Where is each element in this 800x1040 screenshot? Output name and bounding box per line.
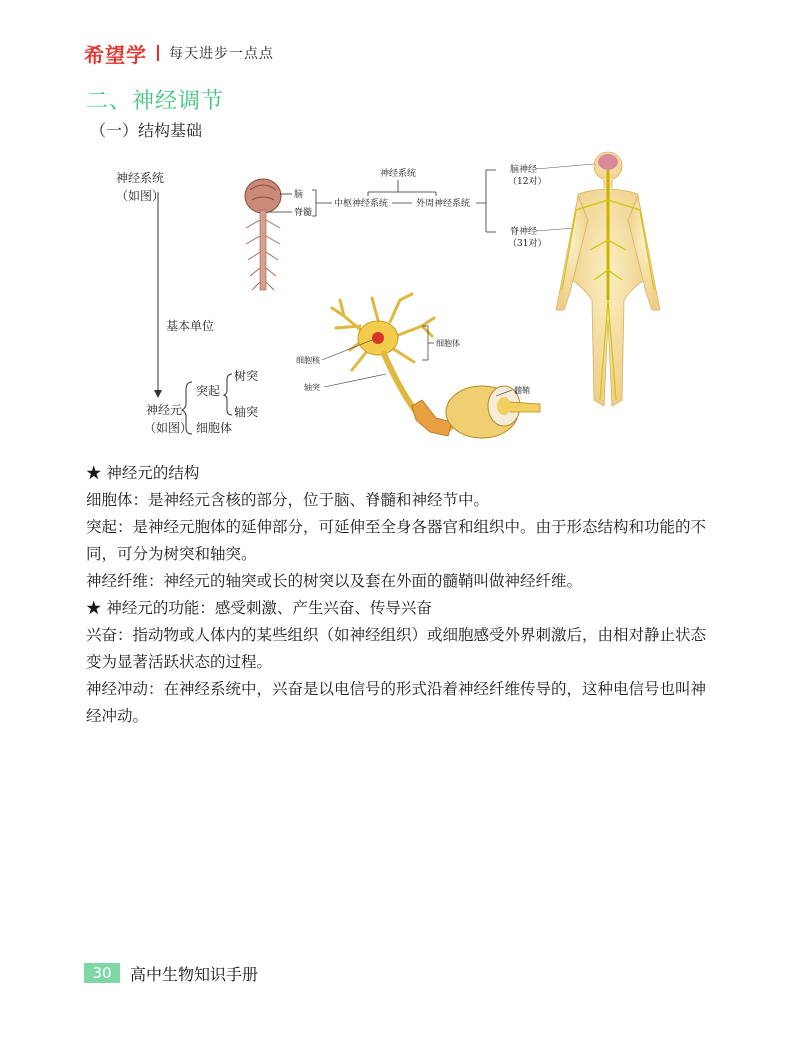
brand-logo: 希望学	[84, 42, 147, 67]
nervous-system-note: （如图）	[115, 189, 165, 203]
soma-label: 细胞体	[436, 339, 460, 348]
cranial-pointer	[536, 164, 594, 169]
basic-unit-label: 基本单位	[166, 319, 215, 333]
page-header	[84, 40, 274, 66]
spinal-count: （31对）	[508, 239, 547, 249]
excitation-definition: 兴奋：指动物或人体内的某些组织（如神经组织）或细胞感受外界刺激后，由相对静止状态变为显著活跃状态的过程。	[86, 626, 707, 671]
spinal-nerve-label: 脊神经	[510, 227, 538, 237]
axon-pointer	[324, 374, 386, 387]
header-divider	[157, 45, 159, 61]
page-footer	[84, 962, 258, 984]
nerve-fiber-definition: 神经纤维：神经元的轴突或长的树突以及套在外面的髓鞘叫做神经纤维。	[86, 572, 583, 590]
nervous-system-label: 神经系统	[115, 171, 165, 185]
cranial-count: （12对）	[508, 177, 547, 187]
neuron-illustration	[332, 294, 540, 438]
brain-label: 脑	[294, 190, 304, 200]
spinal-cord-label: 脊髓	[294, 208, 313, 218]
function-heading: ★ 神经元的功能：感受刺激、产生兴奋、传导兴奋	[86, 599, 432, 617]
soma-bracket	[422, 326, 434, 360]
brain-cord-brace	[312, 190, 332, 216]
pns-label: 外周神经系统	[416, 199, 471, 209]
content-body	[86, 460, 716, 730]
nervous-system-figure	[100, 150, 680, 450]
sheath-label: 髓鞘	[514, 386, 530, 395]
section-title: 二、神经调节	[86, 89, 225, 114]
cell-body-label: 细胞体	[196, 421, 233, 435]
dendrite-label: 树突	[234, 369, 259, 383]
page-number: 30	[84, 963, 120, 983]
nerve-impulse-definition: 神经冲动：在神经系统中，兴奋是以电信号的形式沿着神经纤维传导的，这种电信号也叫神经冲动。	[86, 680, 707, 725]
cns-label: 中枢神经系统	[334, 199, 389, 209]
nucleus-label: 细胞核	[296, 356, 320, 365]
brain-spinal-illustration	[245, 179, 281, 290]
sub-title: （一）结构基础	[90, 121, 203, 140]
cell-body-definition: 细胞体：是神经元含核的部分，位于脑、脊髓和神经节中。	[86, 491, 490, 509]
human-body-illustration	[556, 152, 660, 406]
axon-text: 轴突	[234, 405, 259, 419]
axon-label: 轴突	[304, 383, 320, 392]
pns-branch	[476, 170, 496, 232]
header-slogan: 每天进步一点点	[169, 46, 274, 62]
cranial-nerve-label: 脑神经	[510, 165, 538, 175]
process-label: 突起	[196, 384, 221, 398]
hierarchy-connector	[368, 180, 436, 196]
book-title: 高中生物知识手册	[130, 964, 259, 984]
structure-heading: ★ 神经元的结构	[86, 464, 200, 482]
process-definition: 突起：是神经元胞体的延伸部分，可延伸至全身各器官和组织中。由于形态结构和功能的不同，可分为树突和轴突。	[86, 518, 707, 563]
neuron-note: （如图）	[144, 421, 193, 435]
neuron-label: 神经元	[146, 403, 183, 417]
hierarchy-top-label: 神经系统	[379, 169, 417, 179]
process-brace	[224, 374, 232, 415]
